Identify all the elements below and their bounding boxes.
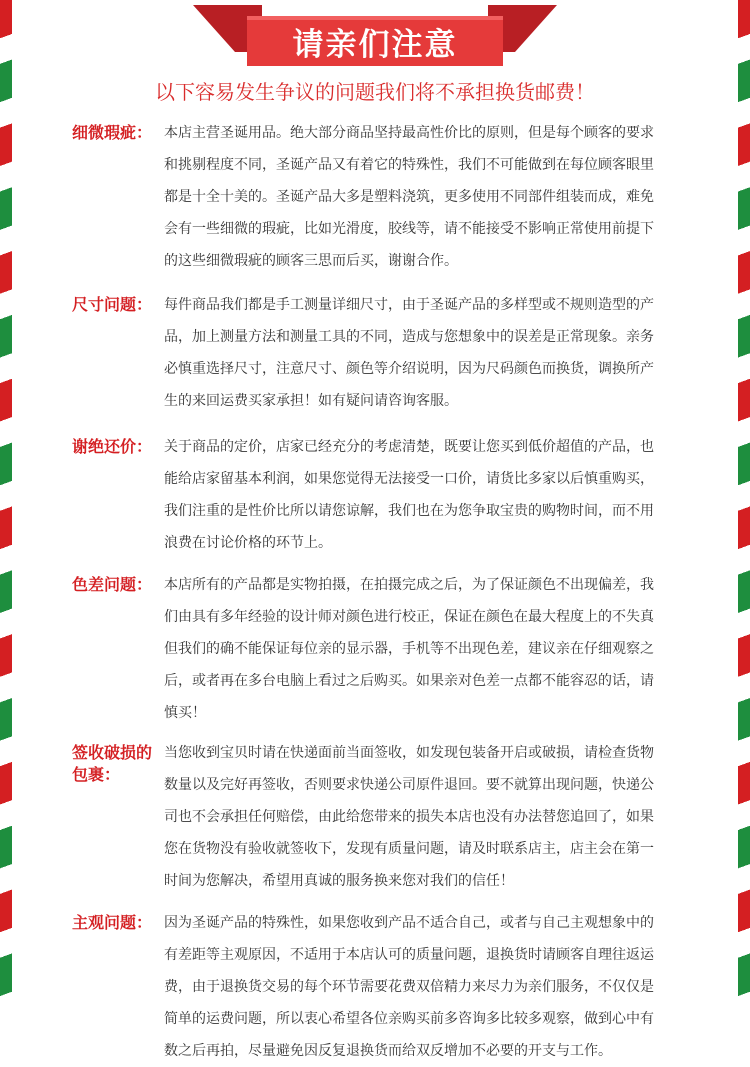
banner-title: 请亲们注意: [292, 26, 458, 63]
text-line: 浪费在讨论价格的环节上。: [164, 535, 332, 551]
notice-section: [72, 289, 672, 417]
text-line: 时间为您解决，希望用真诚的服务换来您对我们的信任！: [164, 873, 514, 889]
text-line: 简单的运费问题，所以衷心希望各位亲购买前多咨询多比较多观察，做到心中有: [164, 1011, 654, 1027]
text-line: 会有一些细微的瑕疵，比如光滑度，胶线等，请不能接受不影响正常使用前提下: [164, 221, 654, 237]
text-line: 您在货物没有验收就签收下，发现有质量问题，请及时联系店主，店主会在第一: [164, 841, 654, 857]
text-line: 能给店家留基本利润，如果您觉得无法接受一口价，请货比多家以后慎重购买，: [164, 471, 654, 487]
text-line: 当您收到宝贝时请在快递面前当面签收，如发现包装备开启或破损，请检查货物: [164, 745, 654, 761]
section-text: [164, 431, 672, 559]
section-text: [164, 569, 672, 729]
text-line: 品，加上测量方法和测量工具的不同，造成与您想象中的误差是正常现象。亲务: [164, 329, 654, 345]
text-line: 生的来回运费买家承担！如有疑问请咨询客服。: [164, 393, 458, 409]
text-line: 因为圣诞产品的特殊性，如果您收到产品不适合自己，或者与自己主观想象中的: [164, 915, 654, 931]
text-line: 们由具有多年经验的设计师对颜色进行校正，保证在颜色在最大程度上的不失真: [164, 609, 654, 625]
section-text: [164, 117, 672, 277]
text-line: 每件商品我们都是手工测量详细尺寸，由于圣诞产品的多样型或不规则造型的产: [164, 297, 654, 313]
section-text: [164, 737, 672, 897]
section-text: [164, 907, 672, 1067]
text-line: 必慎重选择尺寸，注意尺寸、颜色等介绍说明，因为尺码颜色而换货，调换所产: [164, 361, 654, 377]
text-line: 本店所有的产品都是实物拍摄，在拍摄完成之后，为了保证颜色不出现偏差，我: [164, 577, 654, 593]
text-line: 费，由于退换货交易的每个环节需要花费双倍精力来尽力为亲们服务，不仅仅是: [164, 979, 654, 995]
section-label: 尺寸问题：: [72, 295, 153, 314]
section-label: 色差问题：: [72, 575, 153, 594]
text-line: 的这些细微瑕疵的顾客三思而后买，谢谢合作。: [164, 253, 458, 269]
notice-section: [72, 431, 672, 559]
subtitle: 以下容易发生争议的问题我们将不承担换货邮费！: [155, 80, 595, 104]
text-line: 司也不会承担任何赔偿，由此给您带来的损失本店也没有办法替您追回了，如果: [164, 809, 654, 825]
notice-sections: [72, 117, 672, 1067]
text-line: 有差距等主观原因，不适用于本店认可的质量问题，退换货时请顾客自理往返运: [164, 947, 654, 963]
right-stripe-border: [738, 0, 750, 1009]
notice-section: [72, 569, 672, 729]
text-line: 关于商品的定价，店家已经充分的考虑清楚，既要让您买到低价超值的产品，也: [164, 439, 654, 455]
section-text: [164, 289, 672, 417]
notice-section: [72, 117, 672, 277]
section-label: 谢绝还价：: [72, 437, 153, 456]
section-label: 细微瑕疵：: [72, 123, 153, 142]
text-line: 和挑剔程度不同，圣诞产品又有着它的特殊性，我们不可能做到在每位顾客眼里: [164, 157, 654, 173]
text-line: 我们注重的是性价比所以请您谅解，我们也在为您争取宝贵的购物时间，而不用: [164, 503, 654, 519]
text-line: 数之后再拍，尽量避免因反复退换货而给双反增加不必要的开支与工作。: [164, 1043, 612, 1059]
section-label: 主观问题：: [72, 913, 153, 932]
section-label: 签收破损的包裹：: [72, 743, 153, 784]
text-line: 但我们的确不能保证每位亲的显示器，手机等不出现色差，建议亲在仔细观察之: [164, 641, 654, 657]
text-line: 本店主营圣诞用品。绝大部分商品坚持最高性价比的原则，但是每个顾客的要求: [164, 125, 654, 141]
notice-section: [72, 737, 672, 897]
text-line: 后，或者再在多台电脑上看过之后购买。如果亲对色差一点都不能容忍的话，请: [164, 673, 654, 689]
left-stripe-border: [0, 0, 12, 1009]
notice-section: [72, 907, 672, 1067]
text-line: 数量以及完好再签收，否则要求快递公司原件退回。要不就算出现问题，快递公: [164, 777, 654, 793]
text-line: 慎买！: [164, 705, 206, 721]
text-line: 都是十全十美的。圣诞产品大多是塑料浇筑，更多使用不同部件组装而成，难免: [164, 189, 654, 205]
